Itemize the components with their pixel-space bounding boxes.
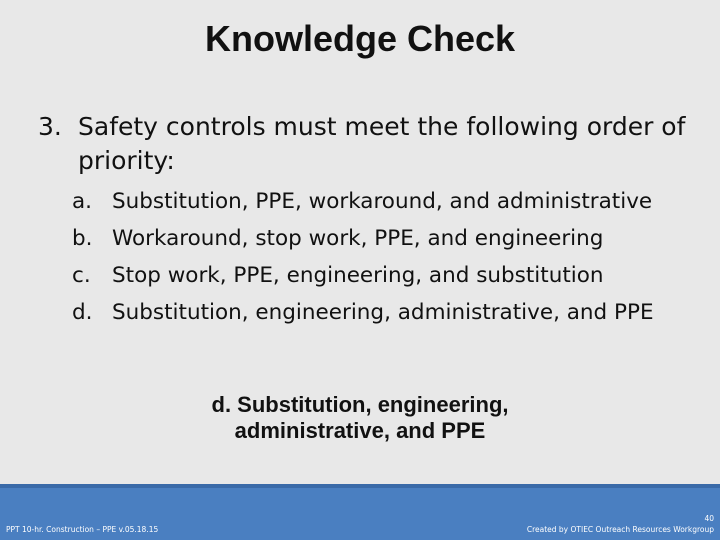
footer-credit-text: Created by OTIEC Outreach Resources Workgroup <box>526 525 714 534</box>
question <box>38 110 698 178</box>
question-number: 3. <box>38 112 62 141</box>
answer-line-1: d. Substitution, engineering, <box>211 392 509 417</box>
page-number: 40 <box>704 514 714 523</box>
choice-text: Substitution, PPE, workaround, and administrative <box>112 189 653 214</box>
choice-letter: a. <box>72 189 93 214</box>
choice-b <box>72 223 712 260</box>
choice-letter: b. <box>72 226 93 251</box>
answer-reveal <box>0 392 720 444</box>
choice-text: Substitution, engineering, administrative, and PPE <box>112 300 654 325</box>
footer-bar <box>0 488 720 540</box>
footer-version-text: PPT 10-hr. Construction – PPE v.05.18.15 <box>6 525 159 534</box>
choice-list <box>72 186 712 334</box>
choice-a <box>72 186 712 223</box>
question-text: Safety controls must meet the following order of priority: <box>78 112 686 175</box>
choice-text: Stop work, PPE, engineering, and substitution <box>112 263 604 288</box>
choice-text: Workaround, stop work, PPE, and engineering <box>112 226 604 251</box>
choice-letter: c. <box>72 263 91 288</box>
answer-line-2: administrative, and PPE <box>234 418 486 443</box>
footer-credits <box>527 514 714 534</box>
choice-c <box>72 260 712 297</box>
choice-d <box>72 297 712 334</box>
slide-title: Knowledge Check <box>204 18 516 59</box>
choice-letter: d. <box>72 300 93 325</box>
